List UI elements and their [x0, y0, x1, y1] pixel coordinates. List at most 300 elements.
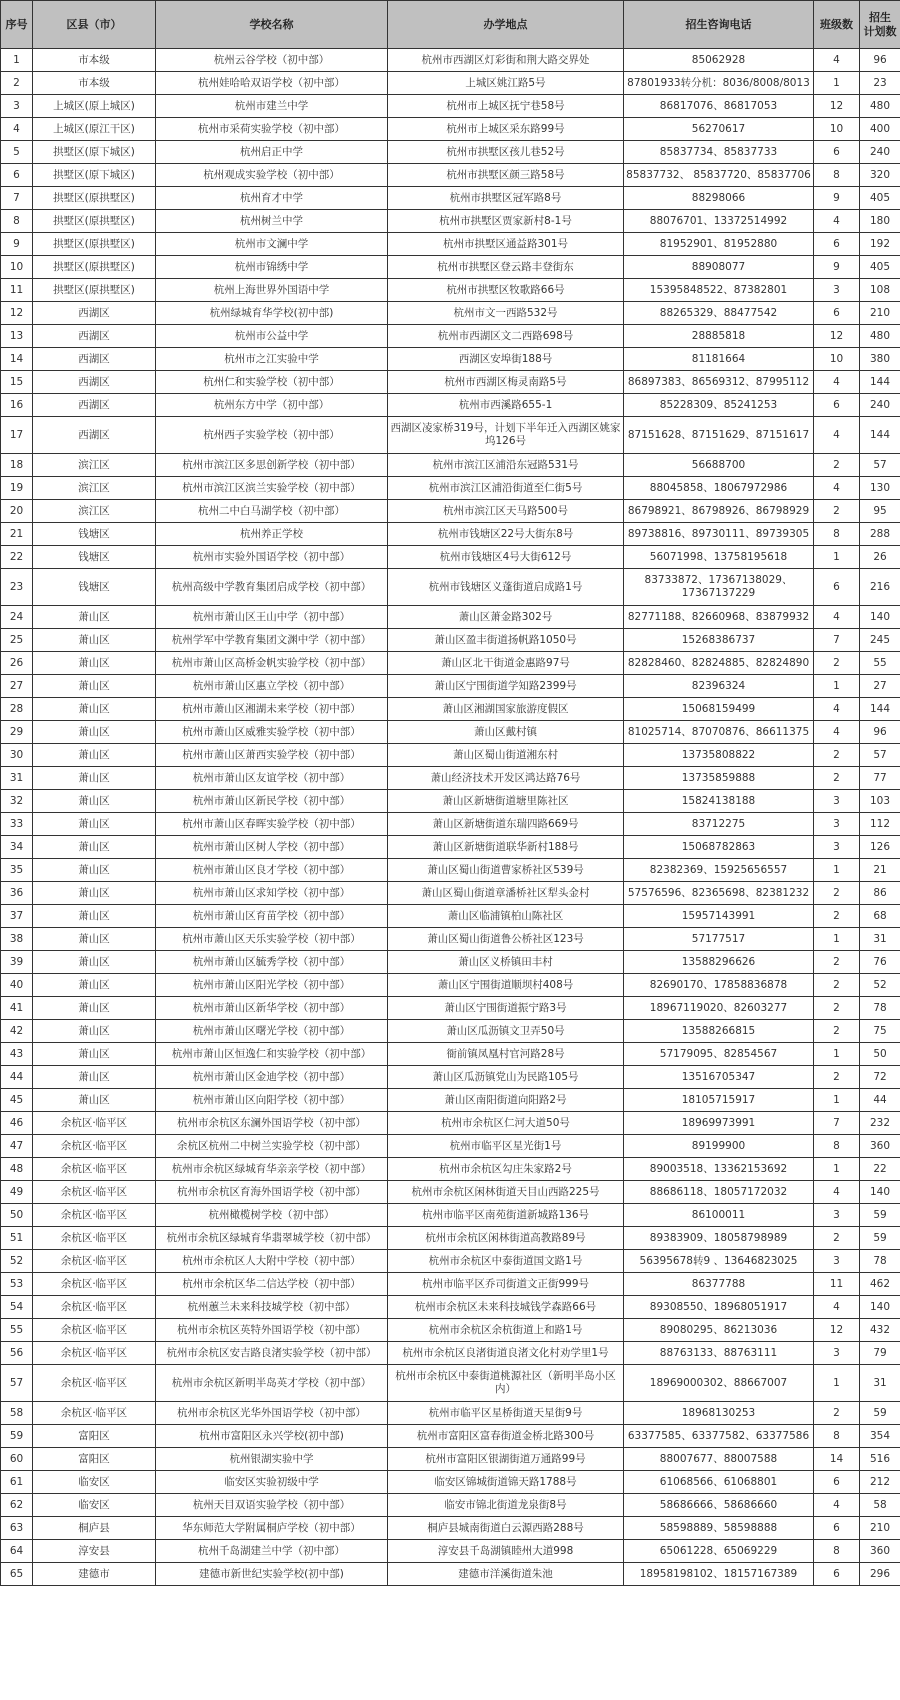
- cell-classes: 2: [814, 744, 860, 767]
- cell-address: 萧山区瓜沥镇文卫弄50号: [388, 1020, 624, 1043]
- table-row: [1, 302, 900, 325]
- cell-plan: 108: [860, 279, 900, 302]
- cell-plan: 31: [860, 928, 900, 951]
- header-plan: [860, 1, 900, 49]
- cell-plan: 432: [860, 1319, 900, 1342]
- table-row: [1, 675, 900, 698]
- cell-address: 杭州市滨江区浦沿街道至仁街5号: [388, 477, 624, 500]
- cell-school: 杭州市萧山区阳光学校（初中部）: [156, 974, 388, 997]
- cell-index: 53: [1, 1273, 33, 1296]
- cell-district: 西湖区: [33, 302, 156, 325]
- cell-phone: 86817076、86817053: [624, 95, 814, 118]
- cell-classes: 6: [814, 141, 860, 164]
- cell-phone: 86100011: [624, 1204, 814, 1227]
- cell-address: 建德市洋溪街道朱池: [388, 1563, 624, 1586]
- table-row: [1, 698, 900, 721]
- cell-phone: 83712275: [624, 813, 814, 836]
- cell-phone: 56395678转9 、13646823025: [624, 1250, 814, 1273]
- cell-phone: 85837732、 85837720、85837706: [624, 164, 814, 187]
- cell-phone: 87801933转分机：8036/8008/8013: [624, 72, 814, 95]
- cell-district: 临安区: [33, 1471, 156, 1494]
- cell-classes: 8: [814, 1135, 860, 1158]
- cell-district: 萧山区: [33, 951, 156, 974]
- table-row: [1, 1181, 900, 1204]
- cell-district: 余杭区·临平区: [33, 1204, 156, 1227]
- cell-school: 华东师范大学附属桐庐学校（初中部）: [156, 1517, 388, 1540]
- cell-address: 杭州市拱墅区贾家新村8-1号: [388, 210, 624, 233]
- cell-address: 萧山区蜀山街道湘东村: [388, 744, 624, 767]
- cell-school: 杭州高级中学教育集团启成学校（初中部）: [156, 569, 388, 606]
- table-row: [1, 1448, 900, 1471]
- cell-address: 杭州市西湖区梅灵南路5号: [388, 371, 624, 394]
- cell-district: 西湖区: [33, 394, 156, 417]
- cell-district: 余杭区·临平区: [33, 1250, 156, 1273]
- cell-index: 3: [1, 95, 33, 118]
- cell-address: 萧山区蜀山街道曹家桥社区539号: [388, 859, 624, 882]
- cell-school: 杭州市余杭区绿城育华翡翠城学校（初中部）: [156, 1227, 388, 1250]
- cell-address: 杭州市余杭区勾庄朱家路2号: [388, 1158, 624, 1181]
- cell-district: 钱塘区: [33, 523, 156, 546]
- cell-index: 35: [1, 859, 33, 882]
- cell-plan: 140: [860, 1181, 900, 1204]
- cell-index: 44: [1, 1066, 33, 1089]
- table-row: [1, 325, 900, 348]
- table-row: [1, 95, 900, 118]
- cell-district: 市本级: [33, 49, 156, 72]
- table-row: [1, 997, 900, 1020]
- cell-plan: 320: [860, 164, 900, 187]
- cell-phone: 63377585、63377582、63377586: [624, 1425, 814, 1448]
- cell-address: 杭州市余杭区未来科技城钱学森路66号: [388, 1296, 624, 1319]
- cell-classes: 4: [814, 477, 860, 500]
- header-index: 序号: [1, 1, 33, 49]
- cell-index: 45: [1, 1089, 33, 1112]
- cell-index: 36: [1, 882, 33, 905]
- cell-plan: 57: [860, 744, 900, 767]
- cell-classes: 1: [814, 1043, 860, 1066]
- table-row: [1, 1066, 900, 1089]
- cell-plan: 75: [860, 1020, 900, 1043]
- cell-address: 杭州市钱塘区22号大街东8号: [388, 523, 624, 546]
- cell-index: 17: [1, 417, 33, 454]
- cell-plan: 55: [860, 652, 900, 675]
- cell-plan: 78: [860, 1250, 900, 1273]
- cell-plan: 103: [860, 790, 900, 813]
- table-row: [1, 1250, 900, 1273]
- table-row: [1, 882, 900, 905]
- cell-school: 杭州市锦绣中学: [156, 256, 388, 279]
- cell-classes: 9: [814, 256, 860, 279]
- cell-school: 杭州市余杭区绿城育华亲亲学校（初中部）: [156, 1158, 388, 1181]
- table-row: [1, 905, 900, 928]
- cell-phone: 86897383、86569312、87995112: [624, 371, 814, 394]
- header-address: 办学地点: [388, 1, 624, 49]
- cell-index: 42: [1, 1020, 33, 1043]
- cell-classes: 8: [814, 1540, 860, 1563]
- cell-phone: 88763133、88763111: [624, 1342, 814, 1365]
- cell-index: 2: [1, 72, 33, 95]
- cell-phone: 88045858、18067972986: [624, 477, 814, 500]
- table-row: [1, 721, 900, 744]
- cell-phone: 88007677、88007588: [624, 1448, 814, 1471]
- table-row: [1, 500, 900, 523]
- cell-phone: 28885818: [624, 325, 814, 348]
- cell-index: 61: [1, 1471, 33, 1494]
- cell-address: 萧山区萧金路302号: [388, 606, 624, 629]
- cell-address: 杭州市拱墅区牧歌路66号: [388, 279, 624, 302]
- header-school: 学校名称: [156, 1, 388, 49]
- cell-phone: 86377788: [624, 1273, 814, 1296]
- cell-address: 杭州市钱塘区义蓬街道启成路1号: [388, 569, 624, 606]
- cell-index: 46: [1, 1112, 33, 1135]
- cell-index: 9: [1, 233, 33, 256]
- cell-school: 杭州市萧山区春晖实验学校（初中部）: [156, 813, 388, 836]
- cell-phone: 56071998、13758195618: [624, 546, 814, 569]
- cell-address: 杭州市临平区南苑街道新城路136号: [388, 1204, 624, 1227]
- cell-index: 29: [1, 721, 33, 744]
- cell-plan: 96: [860, 49, 900, 72]
- cell-plan: 360: [860, 1540, 900, 1563]
- cell-plan: 210: [860, 1517, 900, 1540]
- cell-plan: 288: [860, 523, 900, 546]
- cell-classes: 3: [814, 790, 860, 813]
- cell-classes: 4: [814, 1296, 860, 1319]
- table-row: [1, 1296, 900, 1319]
- cell-school: 杭州市萧山区惠立学校（初中部）: [156, 675, 388, 698]
- cell-address: 杭州市拱墅区颜三路58号: [388, 164, 624, 187]
- cell-district: 萧山区: [33, 698, 156, 721]
- cell-plan: 57: [860, 454, 900, 477]
- cell-plan: 76: [860, 951, 900, 974]
- cell-classes: 2: [814, 1402, 860, 1425]
- cell-district: 滨江区: [33, 500, 156, 523]
- cell-classes: 3: [814, 1342, 860, 1365]
- cell-address: 杭州市滨江区天马路500号: [388, 500, 624, 523]
- cell-plan: 360: [860, 1135, 900, 1158]
- cell-phone: 15068159499: [624, 698, 814, 721]
- cell-plan: 112: [860, 813, 900, 836]
- cell-district: 拱墅区(原拱墅区): [33, 233, 156, 256]
- cell-phone: 89383909、18058798989: [624, 1227, 814, 1250]
- cell-plan: 516: [860, 1448, 900, 1471]
- cell-address: 杭州市临平区星桥街道天星街9号: [388, 1402, 624, 1425]
- cell-district: 萧山区: [33, 1043, 156, 1066]
- table-row: [1, 371, 900, 394]
- cell-district: 淳安县: [33, 1540, 156, 1563]
- cell-district: 萧山区: [33, 859, 156, 882]
- header-plan-line2: 计划数: [863, 24, 897, 38]
- cell-index: 10: [1, 256, 33, 279]
- cell-classes: 4: [814, 49, 860, 72]
- cell-district: 萧山区: [33, 1089, 156, 1112]
- cell-plan: 405: [860, 187, 900, 210]
- cell-index: 5: [1, 141, 33, 164]
- cell-school: 临安区实验初级中学: [156, 1471, 388, 1494]
- cell-plan: 78: [860, 997, 900, 1020]
- cell-school: 余杭区杭州二中树兰实验学校（初中部）: [156, 1135, 388, 1158]
- cell-plan: 59: [860, 1204, 900, 1227]
- cell-district: 余杭区·临平区: [33, 1112, 156, 1135]
- cell-school: 杭州市余杭区新明半岛英才学校（初中部）: [156, 1365, 388, 1402]
- cell-school: 杭州市余杭区英特外国语学校（初中部）: [156, 1319, 388, 1342]
- cell-district: 临安区: [33, 1494, 156, 1517]
- cell-school: 杭州市萧山区求知学校（初中部）: [156, 882, 388, 905]
- cell-plan: 86: [860, 882, 900, 905]
- cell-school: 杭州市余杭区华二信达学校（初中部）: [156, 1273, 388, 1296]
- cell-address: 临安区锦城街道锦天路1788号: [388, 1471, 624, 1494]
- cell-school: 杭州市余杭区东澜外国语学校（初中部）: [156, 1112, 388, 1135]
- table-row: [1, 523, 900, 546]
- cell-district: 萧山区: [33, 997, 156, 1020]
- cell-school: 杭州千岛湖建兰中学（初中部）: [156, 1540, 388, 1563]
- cell-district: 余杭区·临平区: [33, 1296, 156, 1319]
- cell-school: 杭州市萧山区树人学校（初中部）: [156, 836, 388, 859]
- table-row: [1, 1402, 900, 1425]
- cell-classes: 1: [814, 859, 860, 882]
- cell-district: 西湖区: [33, 417, 156, 454]
- cell-classes: 2: [814, 882, 860, 905]
- cell-plan: 140: [860, 606, 900, 629]
- cell-classes: 2: [814, 652, 860, 675]
- cell-plan: 59: [860, 1402, 900, 1425]
- cell-classes: 4: [814, 210, 860, 233]
- cell-index: 32: [1, 790, 33, 813]
- table-row: [1, 767, 900, 790]
- cell-school: 杭州市文澜中学: [156, 233, 388, 256]
- cell-phone: 57179095、82854567: [624, 1043, 814, 1066]
- cell-address: 杭州市上城区抚宁巷58号: [388, 95, 624, 118]
- cell-school: 杭州娃哈哈双语学校（初中部）: [156, 72, 388, 95]
- table-row: [1, 256, 900, 279]
- cell-index: 14: [1, 348, 33, 371]
- cell-school: 杭州育才中学: [156, 187, 388, 210]
- cell-school: 杭州市萧山区高桥金帆实验学校（初中部）: [156, 652, 388, 675]
- cell-phone: 65061228、65069229: [624, 1540, 814, 1563]
- cell-phone: 15395848522、87382801: [624, 279, 814, 302]
- cell-classes: 2: [814, 1066, 860, 1089]
- cell-district: 西湖区: [33, 348, 156, 371]
- cell-school: 杭州市萧山区新华学校（初中部）: [156, 997, 388, 1020]
- cell-address: 杭州市临平区星光街1号: [388, 1135, 624, 1158]
- cell-plan: 380: [860, 348, 900, 371]
- cell-plan: 354: [860, 1425, 900, 1448]
- table-row: [1, 1273, 900, 1296]
- table-row: [1, 233, 900, 256]
- cell-district: 萧山区: [33, 813, 156, 836]
- cell-classes: 3: [814, 1204, 860, 1227]
- cell-plan: 23: [860, 72, 900, 95]
- cell-school: 杭州绿城育华学校(初中部): [156, 302, 388, 325]
- table-row: [1, 187, 900, 210]
- cell-index: 28: [1, 698, 33, 721]
- cell-district: 上城区(原上城区): [33, 95, 156, 118]
- cell-address: 萧山区湘湖国家旅游度假区: [388, 698, 624, 721]
- cell-classes: 2: [814, 767, 860, 790]
- cell-address: 杭州市富阳区富春街道金桥北路300号: [388, 1425, 624, 1448]
- table-row: [1, 928, 900, 951]
- cell-school: 杭州市萧山区湘湖未来学校（初中部）: [156, 698, 388, 721]
- table-row: [1, 1020, 900, 1043]
- cell-classes: 4: [814, 606, 860, 629]
- cell-address: 杭州市余杭区余杭街道上和路1号: [388, 1319, 624, 1342]
- cell-address: 杭州市钱塘区4号大街612号: [388, 546, 624, 569]
- cell-index: 52: [1, 1250, 33, 1273]
- cell-school: 杭州市萧山区威雅实验学校（初中部）: [156, 721, 388, 744]
- cell-district: 富阳区: [33, 1448, 156, 1471]
- cell-classes: 1: [814, 546, 860, 569]
- cell-school: 杭州市萧山区新民学校（初中部）: [156, 790, 388, 813]
- table-row: [1, 790, 900, 813]
- cell-district: 萧山区: [33, 928, 156, 951]
- cell-index: 64: [1, 1540, 33, 1563]
- cell-phone: 89308550、18968051917: [624, 1296, 814, 1319]
- cell-phone: 88076701、13372514992: [624, 210, 814, 233]
- cell-school: 杭州观成实验学校（初中部）: [156, 164, 388, 187]
- table-row: [1, 141, 900, 164]
- cell-classes: 1: [814, 928, 860, 951]
- cell-phone: 86798921、86798926、86798929: [624, 500, 814, 523]
- cell-index: 41: [1, 997, 33, 1020]
- cell-phone: 13588296626: [624, 951, 814, 974]
- cell-district: 拱墅区(原拱墅区): [33, 279, 156, 302]
- cell-school: 建德市新世纪实验学校(初中部): [156, 1563, 388, 1586]
- cell-address: 萧山区盈丰街道扬帆路1050号: [388, 629, 624, 652]
- cell-address: 萧山区义桥镇田丰村: [388, 951, 624, 974]
- cell-index: 30: [1, 744, 33, 767]
- cell-classes: 2: [814, 905, 860, 928]
- cell-plan: 192: [860, 233, 900, 256]
- table-row: [1, 1089, 900, 1112]
- cell-classes: 3: [814, 813, 860, 836]
- cell-address: 萧山区宁围街道振宁路3号: [388, 997, 624, 1020]
- cell-index: 65: [1, 1563, 33, 1586]
- cell-school: 杭州市滨江区滨兰实验学校（初中部）: [156, 477, 388, 500]
- cell-district: 余杭区·临平区: [33, 1365, 156, 1402]
- cell-classes: 8: [814, 1425, 860, 1448]
- cell-phone: 56270617: [624, 118, 814, 141]
- cell-plan: 21: [860, 859, 900, 882]
- cell-index: 12: [1, 302, 33, 325]
- table-row: [1, 394, 900, 417]
- cell-classes: 3: [814, 279, 860, 302]
- cell-school: 杭州市萧山区王山中学（初中部）: [156, 606, 388, 629]
- cell-address: 杭州市拱墅区孩儿巷52号: [388, 141, 624, 164]
- cell-phone: 89199900: [624, 1135, 814, 1158]
- header-row: [1, 1, 900, 49]
- cell-district: 余杭区·临平区: [33, 1135, 156, 1158]
- cell-index: 26: [1, 652, 33, 675]
- cell-phone: 18958198102、18157167389: [624, 1563, 814, 1586]
- cell-phone: 13516705347: [624, 1066, 814, 1089]
- cell-index: 19: [1, 477, 33, 500]
- cell-classes: 8: [814, 164, 860, 187]
- cell-address: 杭州市余杭区仁河大道50号: [388, 1112, 624, 1135]
- table-row: [1, 72, 900, 95]
- cell-index: 4: [1, 118, 33, 141]
- cell-phone: 15068782863: [624, 836, 814, 859]
- cell-address: 萧山经济技术开发区鸿达路76号: [388, 767, 624, 790]
- cell-index: 57: [1, 1365, 33, 1402]
- cell-school: 杭州市萧山区曙光学校（初中部）: [156, 1020, 388, 1043]
- cell-phone: 81181664: [624, 348, 814, 371]
- cell-index: 48: [1, 1158, 33, 1181]
- cell-address: 萧山区临浦镇柏山陈社区: [388, 905, 624, 928]
- cell-school: 杭州启正中学: [156, 141, 388, 164]
- table-header: [1, 1, 900, 49]
- cell-plan: 26: [860, 546, 900, 569]
- cell-address: 上城区姚江路5号: [388, 72, 624, 95]
- cell-address: 西湖区安埠街188号: [388, 348, 624, 371]
- cell-phone: 56688700: [624, 454, 814, 477]
- cell-district: 西湖区: [33, 371, 156, 394]
- table-row: [1, 1342, 900, 1365]
- cell-phone: 81952901、81952880: [624, 233, 814, 256]
- cell-classes: 2: [814, 1020, 860, 1043]
- cell-district: 萧山区: [33, 767, 156, 790]
- cell-district: 钱塘区: [33, 569, 156, 606]
- cell-plan: 68: [860, 905, 900, 928]
- cell-index: 13: [1, 325, 33, 348]
- cell-address: 萧山区瓜沥镇党山为民路105号: [388, 1066, 624, 1089]
- cell-plan: 27: [860, 675, 900, 698]
- cell-plan: 480: [860, 325, 900, 348]
- cell-phone: 57576596、82365698、82381232: [624, 882, 814, 905]
- cell-district: 萧山区: [33, 790, 156, 813]
- cell-district: 萧山区: [33, 652, 156, 675]
- table-row: [1, 1227, 900, 1250]
- cell-district: 建德市: [33, 1563, 156, 1586]
- table-row: [1, 974, 900, 997]
- cell-plan: 210: [860, 302, 900, 325]
- table-row: [1, 813, 900, 836]
- cell-school: 杭州西子实验学校（初中部）: [156, 417, 388, 454]
- cell-school: 杭州橄榄树学校（初中部）: [156, 1204, 388, 1227]
- cell-phone: 85062928: [624, 49, 814, 72]
- table-row: [1, 1043, 900, 1066]
- table-row: [1, 49, 900, 72]
- cell-index: 31: [1, 767, 33, 790]
- cell-plan: 130: [860, 477, 900, 500]
- cell-classes: 6: [814, 233, 860, 256]
- cell-phone: 58686666、58686660: [624, 1494, 814, 1517]
- cell-classes: 4: [814, 1494, 860, 1517]
- cell-address: 杭州市余杭区中泰街道国文路1号: [388, 1250, 624, 1273]
- cell-phone: 89080295、86213036: [624, 1319, 814, 1342]
- cell-plan: 79: [860, 1342, 900, 1365]
- cell-district: 萧山区: [33, 675, 156, 698]
- cell-plan: 144: [860, 417, 900, 454]
- cell-school: 杭州市实验外国语学校（初中部）: [156, 546, 388, 569]
- cell-address: 杭州市拱墅区通益路301号: [388, 233, 624, 256]
- cell-district: 余杭区·临平区: [33, 1319, 156, 1342]
- cell-index: 63: [1, 1517, 33, 1540]
- cell-index: 38: [1, 928, 33, 951]
- cell-classes: 7: [814, 1112, 860, 1135]
- cell-district: 萧山区: [33, 1066, 156, 1089]
- table-row: [1, 1517, 900, 1540]
- cell-address: 萧山区宁围街道顺坝村408号: [388, 974, 624, 997]
- table-row: [1, 569, 900, 606]
- cell-classes: 14: [814, 1448, 860, 1471]
- cell-plan: 95: [860, 500, 900, 523]
- cell-address: 桐庐县城南街道白云源西路288号: [388, 1517, 624, 1540]
- cell-address: 萧山区南阳街道向阳路2号: [388, 1089, 624, 1112]
- cell-index: 20: [1, 500, 33, 523]
- cell-district: 萧山区: [33, 721, 156, 744]
- cell-index: 43: [1, 1043, 33, 1066]
- cell-phone: 89003518、13362153692: [624, 1158, 814, 1181]
- cell-phone: 18969000302、88667007: [624, 1365, 814, 1402]
